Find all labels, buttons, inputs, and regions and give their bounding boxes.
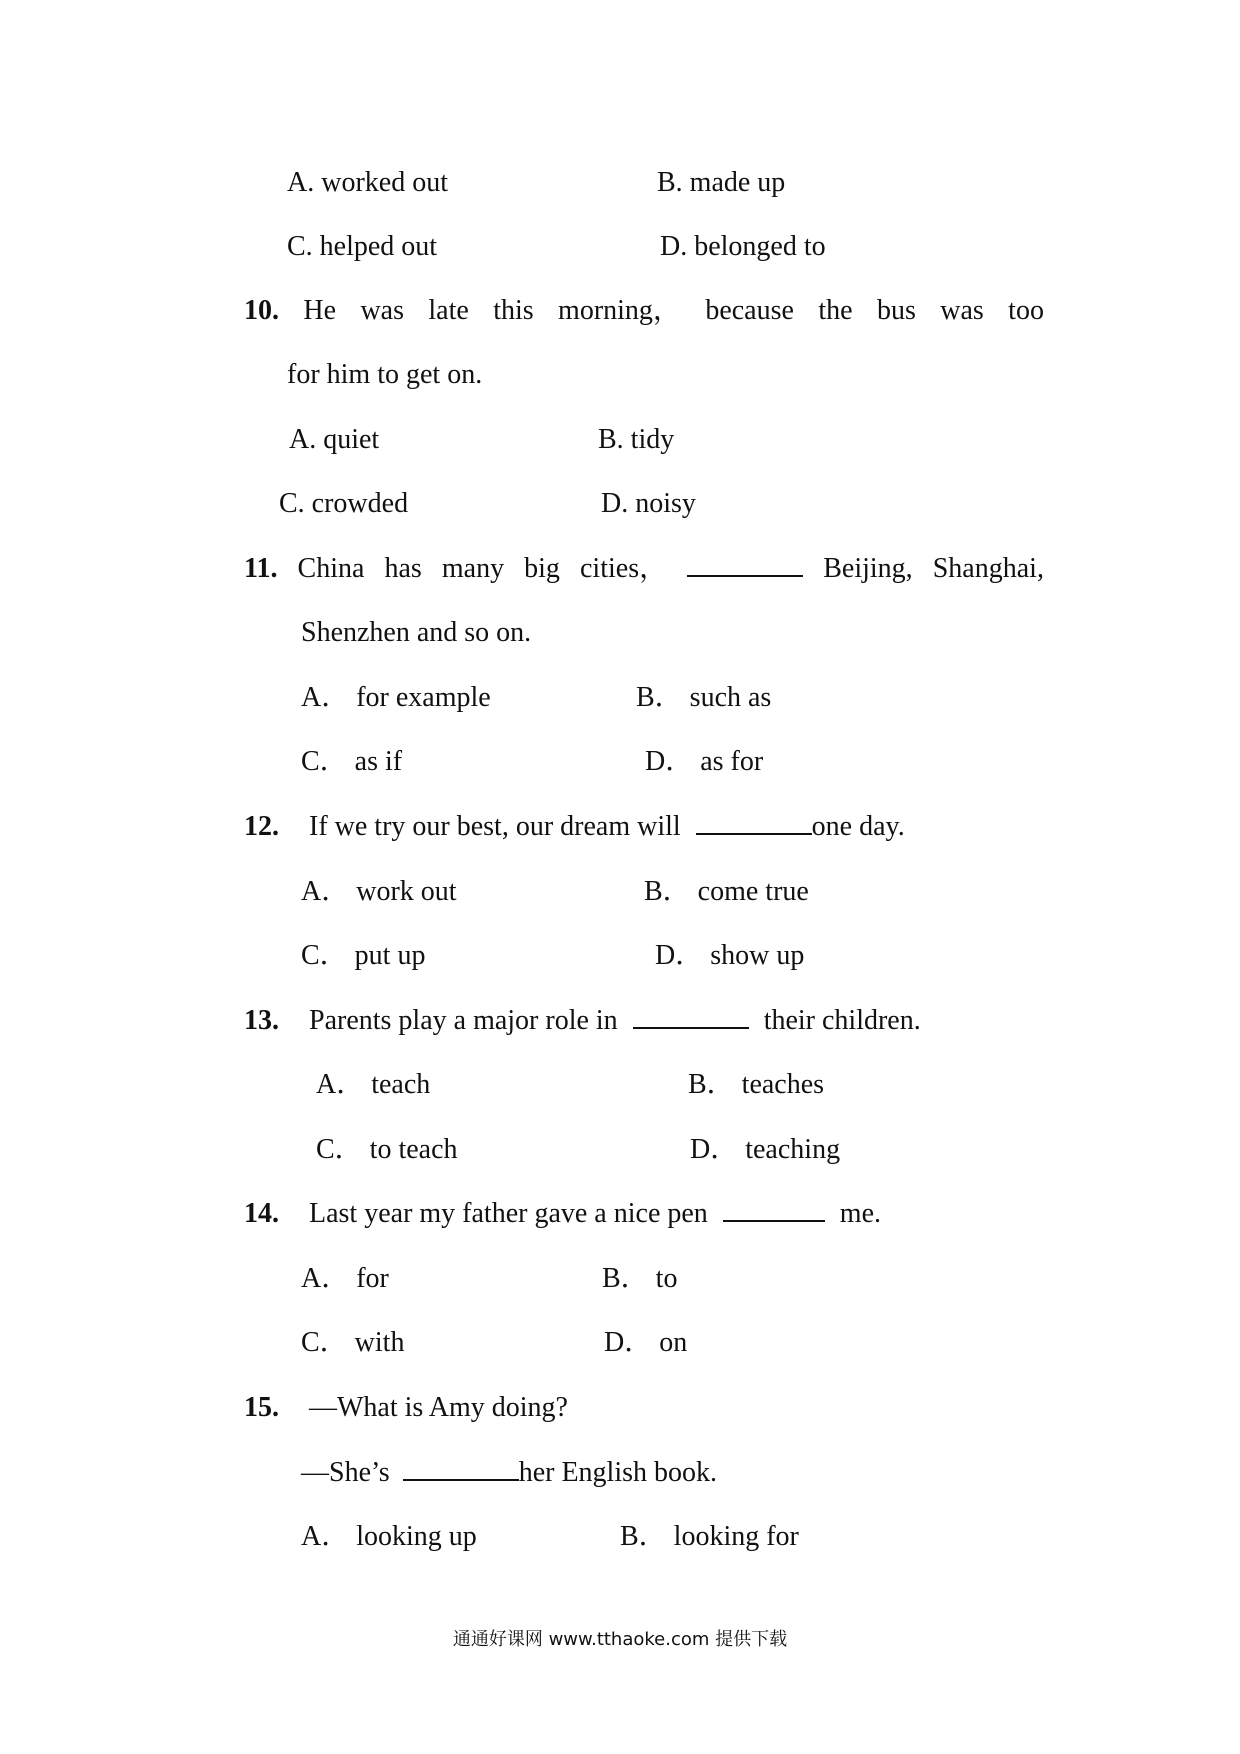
q13-option-a: A． teach: [316, 1069, 431, 1100]
q11-word: China: [297, 553, 365, 584]
q11-word: has: [384, 553, 422, 584]
q13-number: 13.: [244, 1005, 279, 1036]
q15-dialogue-question: —What is Amy doing?: [309, 1392, 568, 1423]
q9-option-a: A. worked out: [287, 167, 448, 198]
q10-stem-continued: for him to get on.: [287, 359, 483, 390]
q13-stem: [244, 1004, 921, 1038]
q14-option-b: B． to: [602, 1263, 678, 1294]
q13-stem-before: Parents play a major role in: [309, 1005, 618, 1036]
q10-stem: [244, 294, 1044, 328]
q13-answer-blank[interactable]: [633, 1005, 749, 1029]
q12-option-d: D． show up: [655, 940, 805, 971]
q11-number: 11.: [244, 553, 278, 584]
q10-word: because: [705, 295, 794, 326]
q11-option-c: C． as if: [301, 746, 403, 777]
q13-option-b: B． teaches: [688, 1069, 825, 1100]
q13-option-c: C． to teach: [316, 1134, 458, 1165]
q14-stem: [244, 1197, 881, 1231]
q10-word: was: [360, 295, 404, 326]
q9-option-d: D. belonged to: [660, 231, 826, 262]
q14-stem-before: Last year my father gave a nice pen: [309, 1198, 708, 1229]
q15-option-a: A． looking up: [301, 1521, 477, 1552]
q14-option-a: A． for: [301, 1263, 389, 1294]
q15-dialogue-answer: [301, 1456, 717, 1490]
q11-word: big: [524, 553, 560, 584]
q10-option-a: A. quiet: [289, 424, 380, 455]
q11-option-b: B． such as: [636, 682, 772, 713]
q9-option-c: C. helped out: [287, 231, 438, 262]
q10-word: He: [303, 295, 337, 326]
q10-word: too: [1008, 295, 1044, 326]
q12-option-a: A． work out: [301, 876, 457, 907]
q11-option-d: D． as for: [645, 746, 764, 777]
q10-option-b: B. tidy: [598, 424, 675, 455]
q10-word: was: [940, 295, 984, 326]
q11-answer-blank[interactable]: [687, 553, 803, 577]
q10-option-c: C. crowded: [279, 488, 409, 519]
q14-option-c: C． with: [301, 1327, 405, 1358]
q10-option-d: D. noisy: [601, 488, 696, 519]
q15-answer-before: —She’s: [301, 1457, 390, 1488]
q15-answer-blank[interactable]: [403, 1457, 519, 1481]
q15-number: 15.: [244, 1392, 279, 1423]
q12-option-b: B． come true: [644, 876, 809, 907]
q13-option-d: D． teaching: [690, 1134, 841, 1165]
q11-word: Beijing,: [823, 553, 913, 584]
q12-option-c: C． put up: [301, 940, 426, 971]
q15-option-b: B． looking for: [620, 1521, 799, 1552]
q10-word: the: [818, 295, 853, 326]
q12-answer-blank[interactable]: [696, 811, 812, 835]
q14-number: 14.: [244, 1198, 279, 1229]
q12-stem: [244, 810, 905, 844]
q12-stem-after: one day.: [811, 811, 905, 842]
q10-number: 10.: [244, 295, 279, 326]
q11-option-a: A． for example: [301, 682, 491, 713]
q11-stem-continued: Shenzhen and so on.: [301, 617, 532, 648]
q15-stem: [244, 1391, 568, 1425]
q11-word: Shanghai,: [932, 553, 1044, 584]
q11-stem: [244, 552, 1044, 586]
q9-option-b: B. made up: [657, 167, 786, 198]
q14-answer-blank[interactable]: [723, 1198, 825, 1222]
q14-option-d: D． on: [604, 1327, 688, 1358]
q12-stem-before: If we try our best, our dream will: [309, 811, 681, 842]
q15-answer-after: her English book.: [518, 1457, 717, 1488]
q10-word: bus: [876, 295, 916, 326]
q14-stem-after: me.: [839, 1198, 882, 1229]
q13-stem-after: their children.: [763, 1005, 921, 1036]
q12-number: 12.: [244, 811, 279, 842]
page-footer: 通通好课网 www.tthaoke.com 提供下载: [452, 1629, 788, 1650]
q10-word: this: [493, 295, 534, 326]
q11-word: many: [441, 553, 505, 584]
q10-word: late: [428, 295, 469, 326]
q10-word: morning，: [558, 295, 681, 326]
q11-word: cities，: [580, 553, 668, 584]
